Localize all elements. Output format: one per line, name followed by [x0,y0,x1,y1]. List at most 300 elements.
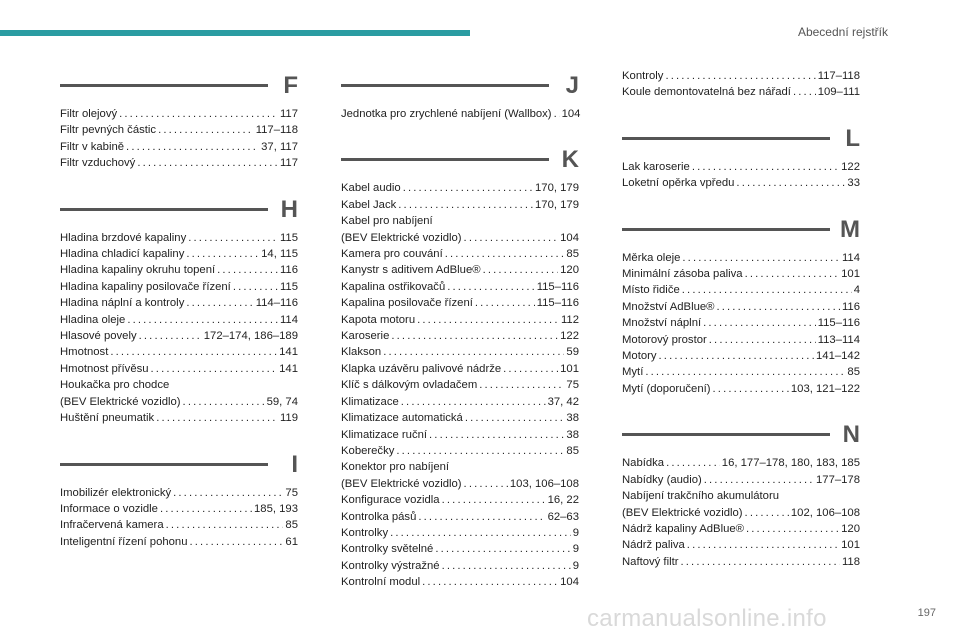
page-reference: 37, 117 [261,140,298,153]
index-term: Jednotka pro zrychlené nabíjení (Wallbox) [341,108,552,120]
index-entry-line [60,155,298,171]
index-term: Klíč s dálkovým ovladačem [341,379,478,392]
section-heading [60,194,298,230]
page-reference: 101 [841,268,860,281]
index-term: Hladina brzdové kapaliny [60,231,187,244]
page-reference: 85 [566,248,579,261]
page-reference: 170, 179 [535,182,579,195]
page-reference: 38 [566,412,579,425]
index-term: Filtr olejový [60,108,118,120]
dot-leader [422,574,558,590]
index-term: Houkačka pro chodce [60,379,170,392]
index-term: Mytí (doporučení) [622,382,711,395]
page-reference: 141–142 [816,350,860,363]
dot-leader [391,328,558,344]
dot-leader [396,443,564,459]
page-reference: 59, 74 [266,395,298,408]
index-entry [341,213,579,246]
index-entry-line [341,328,579,344]
index-entry [622,537,860,553]
index-entry [60,534,298,550]
index-entry-line [341,197,579,213]
index-term: Koberečky [341,444,395,457]
index-entry [60,377,298,410]
index-entry [60,230,298,246]
page-reference: 116 [841,300,860,313]
index-entry-line [622,472,860,488]
index-term: Kabel audio [341,182,401,195]
index-entry [60,295,298,311]
index-entry [341,361,579,377]
index-entry [622,521,860,537]
index-term: Klakson [341,346,382,359]
index-term: Minimální zásoba paliva [622,268,743,281]
index-term: Filtr vzduchový [60,157,136,170]
index-term: Koule demontovatelná bez nářadí [622,86,791,99]
dot-leader [186,295,253,311]
index-term: Nabídka [622,457,665,470]
index-term: Motorový prostor [622,333,707,346]
index-term: Inteligentní řízení pohonu [60,535,188,548]
index-entry-line [60,122,298,138]
index-entry [60,361,298,377]
index-entry [622,381,860,397]
page-reference: 172–174, 186–189 [203,330,298,343]
page-reference: 117–118 [817,70,860,82]
page-reference: 114–116 [255,297,298,310]
dot-leader [401,394,546,410]
index-entry [60,122,298,138]
page-reference: 75 [566,379,579,392]
page-reference: 4 [853,284,860,297]
index-entry-line [60,106,298,122]
index-term: Místo řidiče [622,284,680,297]
index-term: Infračervená kamera [60,519,164,532]
index-entry [341,459,579,492]
index-entry-line [60,361,298,377]
index-entry [341,410,579,426]
index-entry [60,279,298,295]
index-term: Klimatizace ruční [341,428,428,441]
page-reference: 115–116 [536,297,579,310]
index-entry-line [341,377,579,393]
index-entry [60,312,298,328]
index-entry [60,106,298,122]
index-entry-line [60,377,298,393]
page-reference: 33 [847,177,860,190]
dot-leader [793,84,816,100]
section-letter: N [842,421,860,449]
index-entry-line [622,488,860,504]
index-term: Kanystr s aditivem AdBlue® [341,264,481,277]
page-reference: 14, 115 [261,248,298,261]
dot-leader [709,332,816,348]
index-entry-line [341,476,579,492]
index-term: Kapalina posilovače řízení [341,297,473,310]
dot-leader [681,554,840,570]
index-term: Kontrolní modul [341,576,421,589]
index-entry-line [60,501,298,517]
page-reference: 118 [841,555,860,568]
index-entry-line [622,175,860,191]
page-reference: 114 [279,313,298,326]
index-entry-line [60,517,298,533]
index-entry-line [341,295,579,311]
index-term: Huštění pneumatik [60,412,155,425]
page-reference: 104 [560,576,579,589]
page-reference: 116 [279,264,298,277]
dot-leader [151,361,278,377]
index-column-3 [622,70,860,592]
index-term: Kapalina ostřikovačů [341,280,446,293]
index-entry [622,175,860,191]
dot-leader [383,344,564,360]
index-entry-line [622,554,860,570]
page-reference: 119 [279,412,298,425]
page-reference: 112 [560,313,579,326]
index-entry-line [622,455,860,471]
index-term: Filtr pevných částic [60,124,157,137]
dot-leader [403,180,533,196]
page-reference: 101 [560,362,579,375]
page-reference: 103, 121–122 [790,382,860,395]
index-entry-line [341,213,579,229]
dot-leader [659,348,814,364]
index-entry-line [622,364,860,380]
index-entry-line [60,328,298,344]
index-entry-line [341,180,579,196]
index-term: Naftový filtr [622,555,679,568]
dot-leader [682,250,840,266]
index-entry [60,262,298,278]
index-entry-line [341,509,579,525]
index-entry-line [622,381,860,397]
index-entry-line [341,279,579,295]
section-letter: H [280,195,298,223]
index-entry-line [622,282,860,298]
index-entry [622,348,860,364]
index-entry-line [60,312,298,328]
index-entry [622,315,860,331]
index-entry-line [60,230,298,246]
index-entry-line [341,246,579,262]
page-reference: 122 [560,330,579,343]
dot-leader [158,122,254,138]
index-entry [341,492,579,508]
index-term: Kapota motoru [341,313,416,326]
dot-leader [464,230,559,246]
index-entry [622,266,860,282]
section-letter: F [283,72,298,99]
page-reference: 114 [841,251,860,264]
index-term: Hladina kapaliny posilovače řízení [60,280,231,293]
index-entry [622,472,860,488]
index-entry [60,485,298,501]
index-entry-line [341,443,579,459]
dot-leader [447,279,534,295]
index-entry [341,574,579,590]
page-reference: 120 [560,264,579,277]
index-term: Měrka oleje [622,251,681,264]
index-section [622,419,860,570]
page-reference: 120 [841,522,860,535]
index-term: Imobilizér elektronický [60,486,172,499]
index-entry-line [341,262,579,278]
index-entry-line [622,68,860,84]
index-entry-line [341,574,579,590]
index-entry-line [341,541,579,557]
index-entry [341,558,579,574]
dot-leader [483,262,559,278]
dot-leader [429,427,564,443]
index-term: Nádrž kapaliny AdBlue® [622,522,744,535]
dot-leader [126,139,259,155]
index-column-2 [341,70,579,613]
index-term: Kabel Jack [341,198,397,211]
dot-leader [166,517,284,533]
dot-leader [183,394,265,410]
index-entry [622,488,860,521]
dot-leader [442,492,546,508]
index-entry-line [341,106,579,122]
page-reference: 115–116 [817,317,860,330]
page-header-title: Abecední rejstřík [797,25,888,39]
index-entry [60,328,298,344]
index-entry [341,427,579,443]
index-entry-line [341,344,579,360]
index-section [341,144,579,590]
dot-leader [139,328,202,344]
index-entry-line [622,84,860,100]
index-entry [622,84,860,100]
index-term: Karoserie [341,330,390,343]
dot-leader [666,455,720,471]
index-term: Filtr v kabině [60,140,125,153]
dot-leader [418,509,545,525]
index-term: (BEV Elektrické vozidlo) [341,477,462,490]
dot-leader [217,262,278,278]
index-entry [341,312,579,328]
dot-leader [703,315,816,331]
index-section [60,194,298,427]
index-term: Mytí [622,366,644,379]
index-entry [341,246,579,262]
index-entry-line [60,139,298,155]
dot-leader [746,521,839,537]
page-reference: 101 [841,539,860,552]
dot-leader [479,377,564,393]
index-term: Informace o vozidle [60,502,158,515]
section-rule [341,84,549,87]
index-term: Kontrolka pásů [341,510,417,523]
page-reference: 115–116 [536,280,579,293]
dot-leader [119,106,278,122]
index-term: Klimatizace [341,395,399,408]
page-reference: 85 [847,366,860,379]
index-entry-line [622,332,860,348]
index-entry [60,344,298,360]
index-term: Nabídky (audio) [622,473,702,486]
index-entry [341,344,579,360]
index-entry-line [341,525,579,541]
section-heading [622,419,860,455]
index-term: Lak karoserie [622,160,690,173]
index-section [622,68,860,101]
index-term: Nádrž paliva [622,539,685,552]
dot-leader [682,282,852,298]
page-reference: 115 [279,280,298,293]
index-entry [341,180,579,196]
index-entry [341,197,579,213]
dot-leader [127,312,278,328]
dot-leader [398,197,533,213]
page-reference: 185, 193 [254,502,298,515]
page-reference: 9 [572,559,579,572]
index-entry-line [622,505,860,521]
index-term: Kontrolky světelné [341,543,434,556]
page-reference: 141 [279,362,298,375]
page-reference: 16, 177–178, 180, 183, 185 [721,457,860,470]
index-entry-line [622,537,860,553]
dot-leader [745,505,789,521]
page-reference: 75 [285,486,298,499]
dot-leader [736,175,845,191]
index-entry-line [341,361,579,377]
dot-leader [704,472,814,488]
section-letter: K [561,146,579,174]
page-reference: 37, 42 [547,395,579,408]
index-entry [341,295,579,311]
index-entry [341,377,579,393]
page-reference: 16, 22 [547,494,579,507]
index-entry [622,554,860,570]
index-term: Množství náplní [622,317,702,330]
index-term: Kontrolky [341,526,389,539]
page-reference: 170, 179 [535,198,579,211]
index-entry-line [622,348,860,364]
page-reference: 115 [279,231,298,244]
section-rule [622,137,830,140]
dot-leader [390,525,571,541]
dot-leader [442,558,571,574]
index-entry-line [60,410,298,426]
index-entry [341,541,579,557]
dot-leader [173,485,283,501]
dot-leader [464,476,508,492]
header-accent-bar [0,30,470,36]
page-reference: 62–63 [547,510,579,523]
index-term: Hlasové povely [60,330,137,343]
page-reference: 9 [572,526,579,539]
index-entry-line [341,492,579,508]
index-entry [622,299,860,315]
index-term: Kontroly [622,70,664,82]
index-entry [341,525,579,541]
index-entry [60,246,298,262]
section-heading [341,144,579,180]
index-term: Kontrolky výstražné [341,559,440,572]
page-reference: 122 [841,160,860,173]
dot-leader [435,541,570,557]
dot-leader [445,246,565,262]
dot-leader [665,68,815,84]
section-heading [341,70,579,106]
index-entry [60,155,298,171]
section-rule [622,228,830,231]
dot-leader [156,410,278,426]
index-term: Hmotnost [60,346,109,359]
index-entry [622,364,860,380]
index-term: (BEV Elektrické vozidlo) [60,395,181,408]
page-reference: 109–111 [817,86,860,99]
dot-leader [190,534,284,550]
index-term: Klimatizace automatická [341,412,463,425]
section-letter: J [565,72,579,99]
index-entry [60,139,298,155]
page-reference: 104 [561,108,581,120]
index-entry-line [622,250,860,266]
index-entry [622,282,860,298]
page-reference: 177–178 [816,473,860,486]
index-section [60,70,298,172]
index-entry [622,455,860,471]
dot-leader [188,230,278,246]
page-reference: 117 [279,108,298,120]
index-entry-line [622,299,860,315]
page-reference: 85 [566,444,579,457]
index-entry [341,262,579,278]
index-entry-line [341,410,579,426]
index-entry-line [341,312,579,328]
page-reference: 102, 106–108 [790,506,860,519]
dot-leader [137,155,278,171]
section-letter: I [291,450,298,478]
index-entry-line [60,534,298,550]
index-term: Nabíjení trakčního akumulátoru [622,490,779,503]
index-entry [622,159,860,175]
section-heading [60,449,298,485]
dot-leader [186,246,259,262]
index-entry-line [341,394,579,410]
index-term: Klapka uzávěru palivové nádrže [341,362,502,375]
section-letter: L [845,124,860,152]
watermark: carmanualsonline.info [587,605,827,632]
index-entry-line [341,230,579,246]
index-term: Hladina oleje [60,313,126,326]
index-section [60,449,298,551]
index-term: Konfigurace vozidla [341,494,440,507]
page-reference: 103, 106–108 [509,477,579,490]
dot-leader [465,410,565,426]
index-entry-line [341,459,579,475]
section-rule [60,208,268,211]
index-entry [341,509,579,525]
index-term: Motory [622,350,657,363]
index-entry-line [341,427,579,443]
index-term: Loketní opěrka vpředu [622,177,735,190]
index-term: (BEV Elektrické vozidlo) [622,506,743,519]
page-reference: 141 [279,346,298,359]
index-entry-line [622,315,860,331]
index-term: Konektor pro nabíjení [341,461,450,474]
dot-leader [233,279,278,295]
index-entry-line [60,246,298,262]
page-reference: 61 [285,535,298,548]
index-entry-line [60,279,298,295]
page-number: 197 [917,607,936,619]
index-entry-line [60,344,298,360]
index-entry-line [60,394,298,410]
